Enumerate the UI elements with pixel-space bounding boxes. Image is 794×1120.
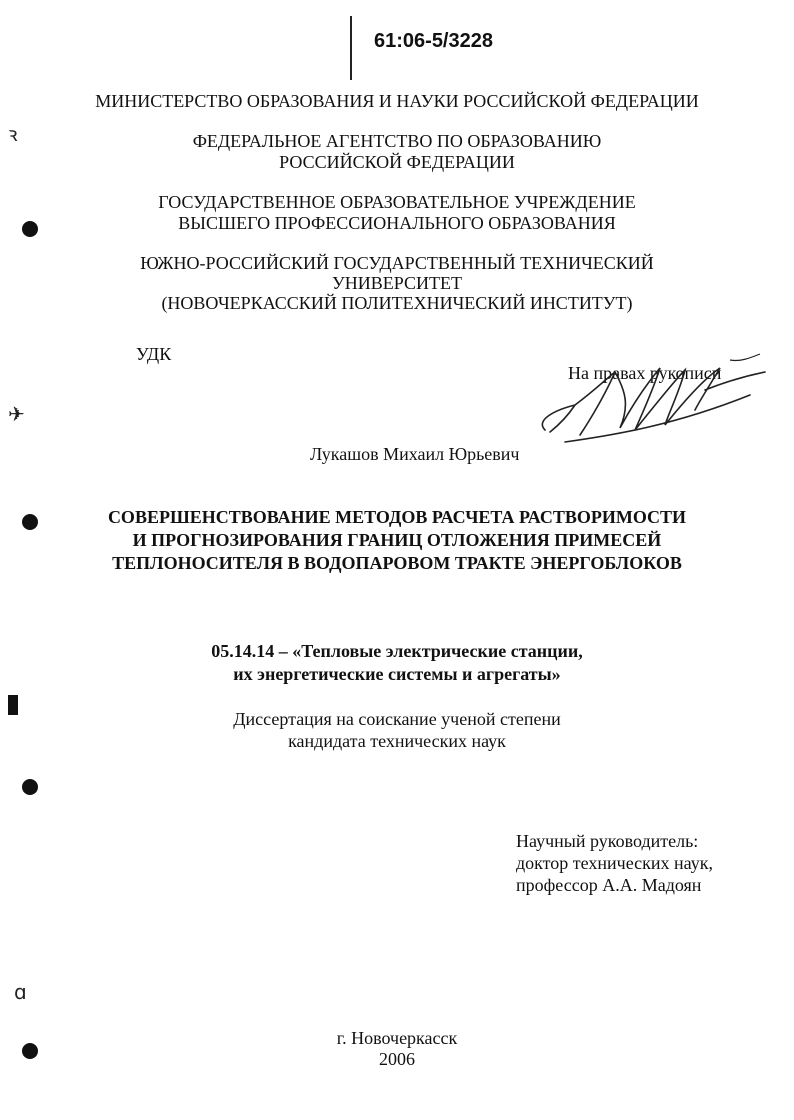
binding-hole <box>22 1043 38 1059</box>
title-line-1: СОВЕРШЕНСТВОВАНИЕ МЕТОДОВ РАСЧЕТА РАСТВОРИМОСТИ <box>107 507 687 527</box>
ministry-line: МИНИСТЕРСТВО ОБРАЗОВАНИЯ И НАУКИ РОССИЙСКОЙ ФЕДЕРАЦИИ <box>95 91 699 111</box>
binding-hole <box>22 779 38 795</box>
title-line-3: ТЕПЛОНОСИТЕЛЯ В ВОДОПАРОВОМ ТРАКТЕ ЭНЕРГОБЛОКОВ <box>112 553 682 573</box>
signature <box>535 350 775 450</box>
udk-label: УДК <box>136 344 172 364</box>
supervisor-line-2: доктор технических наук, <box>516 853 713 873</box>
author-name: Лукашов Михаил Юрьевич <box>310 444 520 464</box>
university-line-1: ЮЖНО-РОССИЙСКИЙ ГОСУДАРСТВЕННЫЙ ТЕХНИЧЕСКИЙ <box>140 253 654 273</box>
margin-handwritten-mark: ꝛ <box>8 122 18 146</box>
agency-line-1: ФЕДЕРАЛЬНОЕ АГЕНТСТВО ПО ОБРАЗОВАНИЮ <box>192 131 602 151</box>
degree-line-2: кандидата технических наук <box>288 731 506 751</box>
specialty-line-2: их энергетические системы и агрегаты» <box>233 664 561 684</box>
stamp-divider <box>350 16 352 80</box>
specialty-line-1: 05.14.14 – «Тепловые электрические станции, <box>211 641 583 661</box>
institution-line-2: ВЫСШЕГО ПРОФЕССИОНАЛЬНОГО ОБРАЗОВАНИЯ <box>178 213 616 233</box>
agency-line-2: РОССИЙСКОЙ ФЕДЕРАЦИИ <box>279 152 515 172</box>
archive-code: 61:06-5/3228 <box>374 30 493 52</box>
university-line-3: (НОВОЧЕРКАССКИЙ ПОЛИТЕХНИЧЕСКИЙ ИНСТИТУТ) <box>161 293 633 313</box>
city: г. Новочеркасск <box>336 1028 458 1048</box>
supervisor-line-3: профессор А.А. Мадоян <box>516 875 702 895</box>
year: 2006 <box>379 1049 415 1069</box>
title-line-2: И ПРОГНОЗИРОВАНИЯ ГРАНИЦ ОТЛОЖЕНИЯ ПРИМЕСЕЙ <box>132 530 662 550</box>
university-line-2: УНИВЕРСИТЕТ <box>332 273 462 293</box>
margin-tab-mark <box>8 695 18 715</box>
margin-handwritten-mark: ✈ <box>8 402 25 426</box>
manuscript-note: На правах рукописи <box>568 363 722 383</box>
margin-handwritten-mark: ɑ <box>14 980 27 1004</box>
binding-hole <box>22 514 38 530</box>
supervisor-line-1: Научный руководитель: <box>516 831 699 851</box>
binding-hole <box>22 221 38 237</box>
institution-line-1: ГОСУДАРСТВЕННОЕ ОБРАЗОВАТЕЛЬНОЕ УЧРЕЖДЕНИЕ <box>158 192 636 212</box>
degree-line-1: Диссертация на соискание ученой степени <box>233 709 561 729</box>
